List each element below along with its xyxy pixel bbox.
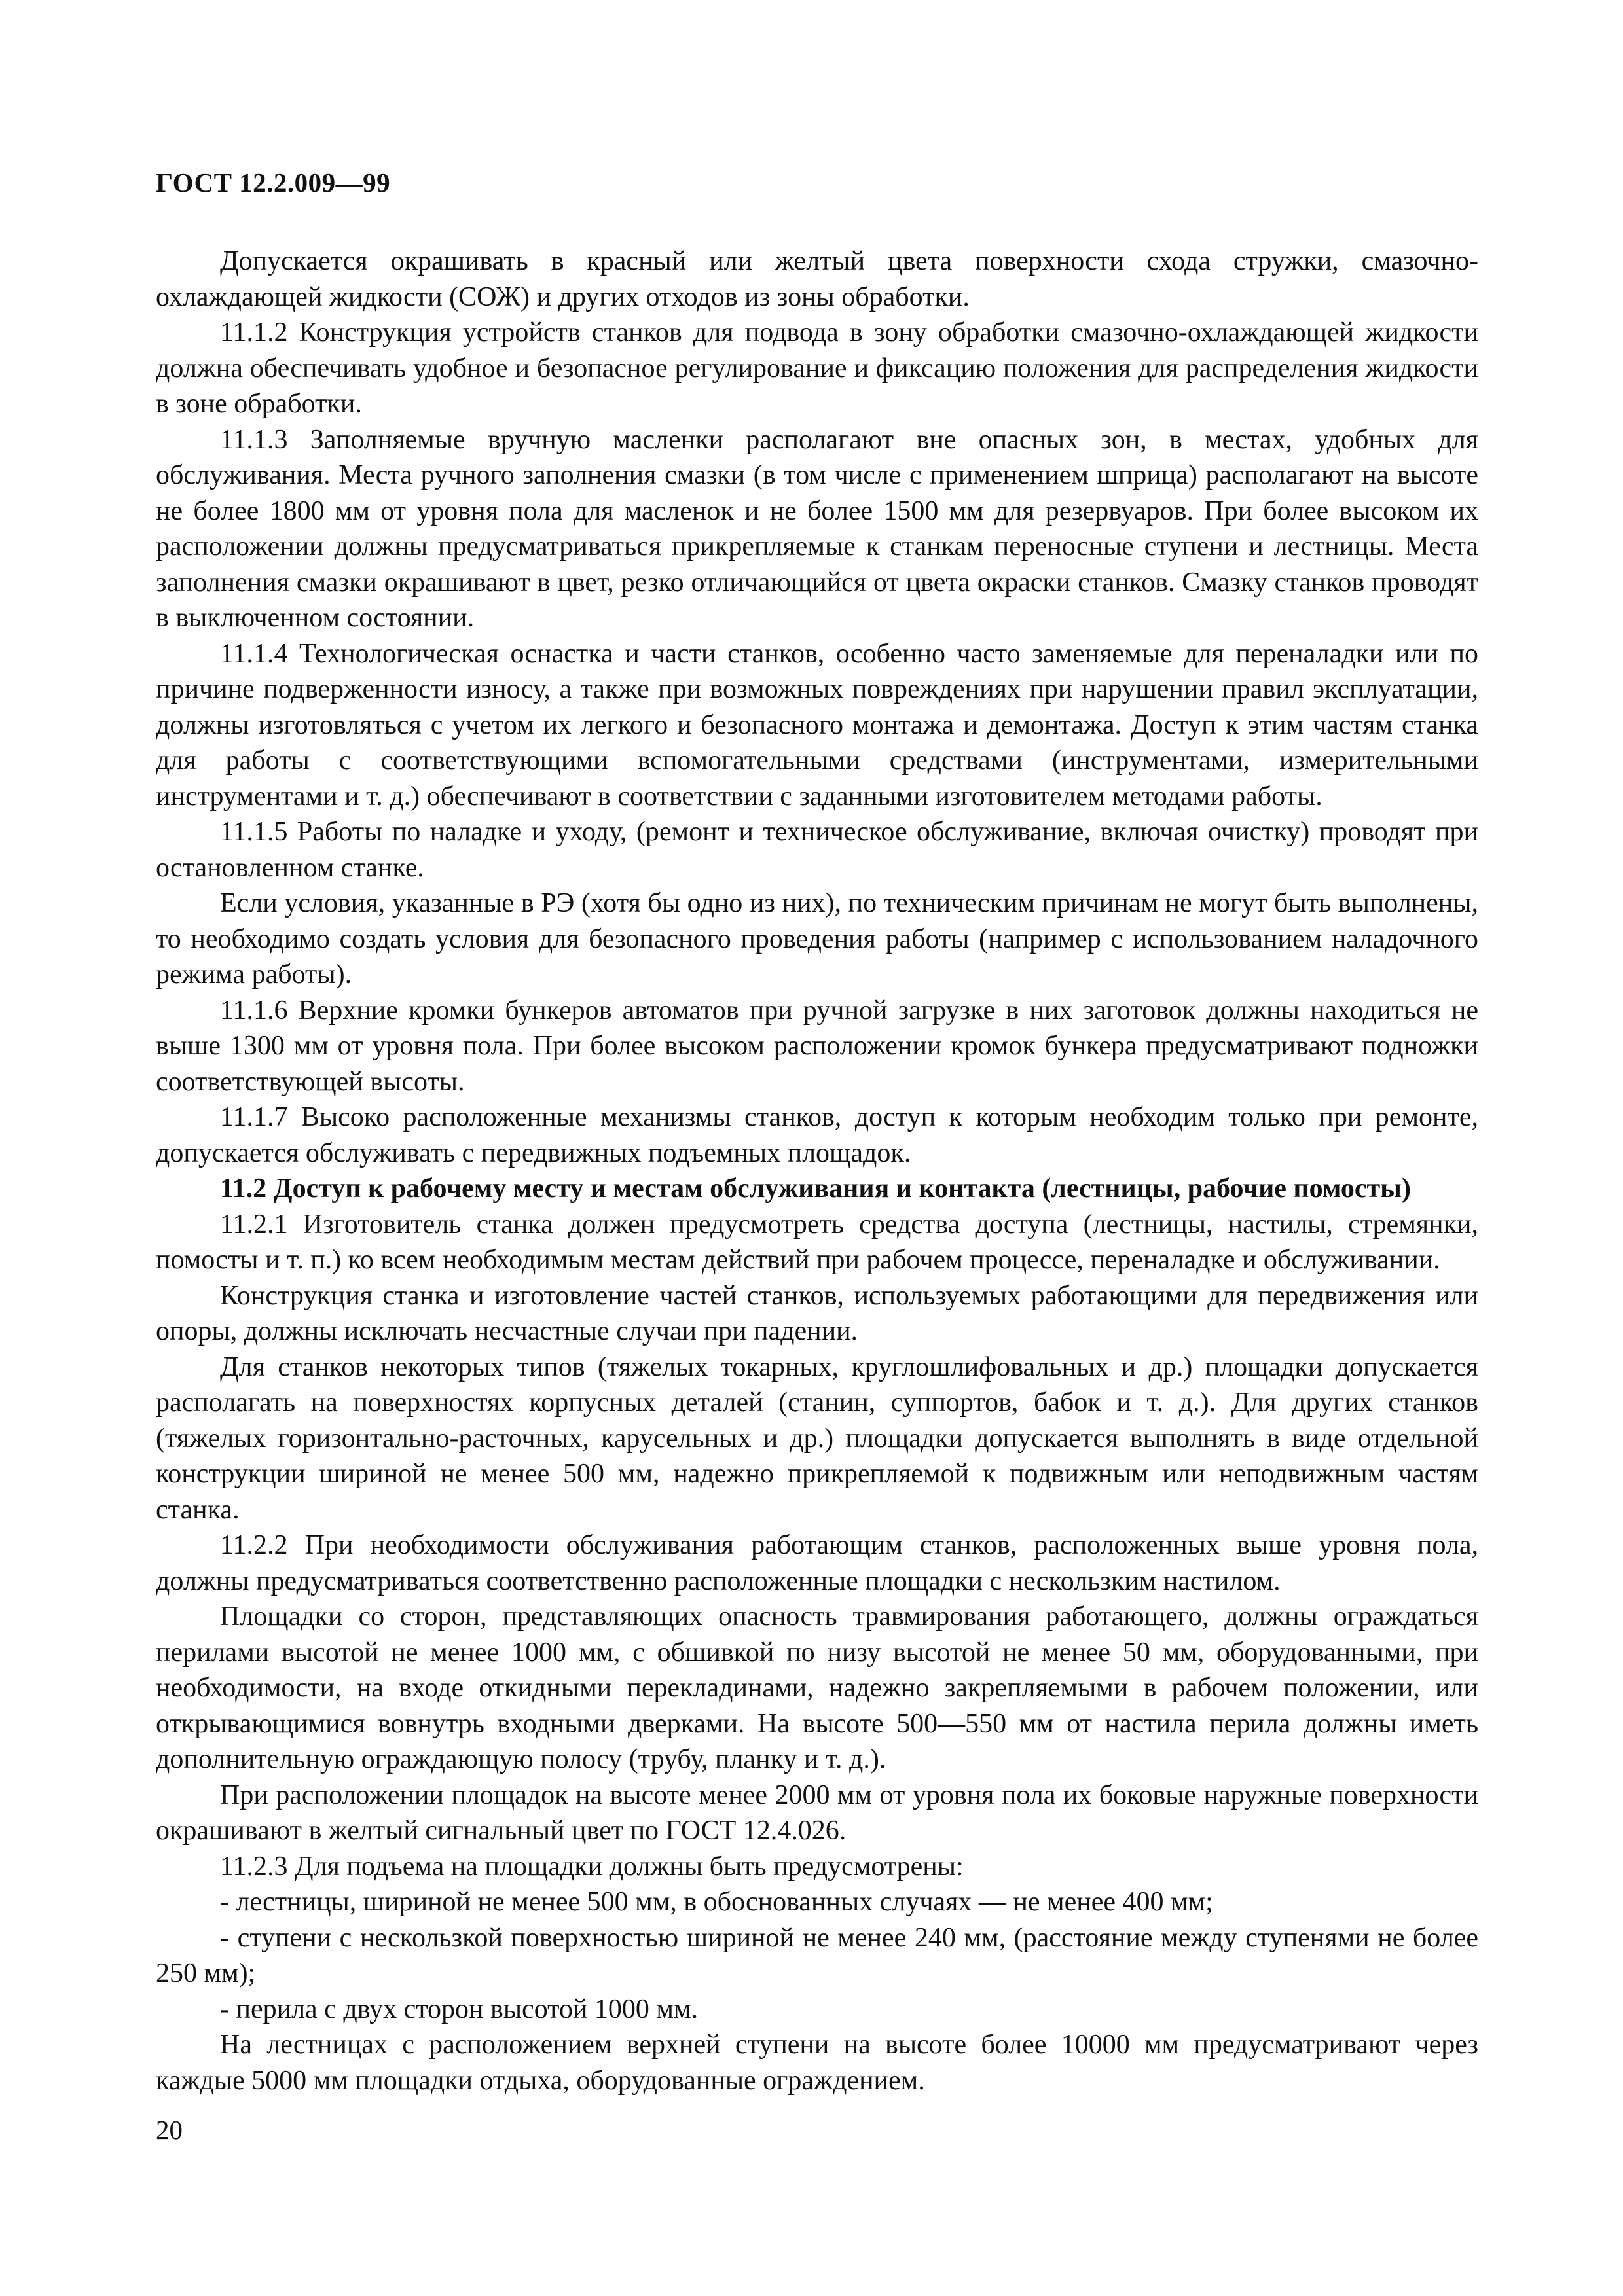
document-body: [156, 243, 1478, 2098]
paragraph: Если условия, указанные в РЭ (хотя бы одно из них), по техническим причинам не могут быть выполнены, то необходимо создать условия для безопасного проведения работы (например с использованием наладочного режима работы).: [156, 888, 1478, 990]
paragraph: На лестницах с расположением верхней ступени на высоте более 10000 мм предусматривают через каждые 5000 мм площадки отдыха, оборудованные ограждением.: [156, 2030, 1478, 2096]
paragraph: 11.1.5 Работы по наладке и уходу, (ремонт и техническое обслуживание, включая очистку) проводят при остановленном станке.: [156, 817, 1478, 883]
paragraph: 11.2.1 Изготовитель станка должен предусмотреть средства доступа (лестницы, настилы, стремянки, помосты и т. п.) ко всем необходимым местам действий при рабочем процессе, переналадке и обслуживании.: [156, 1209, 1478, 1275]
paragraph: 11.1.7 Высоко расположенные механизмы станков, доступ к которым необходим только при ремонте, допускается обслуживать с передвижных подъемных площадок.: [156, 1102, 1478, 1168]
paragraph: 11.1.2 Конструкция устройств станков для подвода в зону обработки смазочно-охлаждающей жидкости должна обеспечивать удобное и безопасное регулирование и фиксацию положения для распределения жидкости в зоне обработки.: [156, 317, 1478, 419]
paragraph: 11.2.3 Для подъема на площадки должны быть предусмотрены:: [220, 1851, 964, 1882]
paragraph: Допускается окрашивать в красный или желтый цвета поверхности схода стружки, смазочно-охлаждающей жидкости (СОЖ) и других отходов из зоны обработки.: [156, 246, 1478, 312]
paragraph: Площадки со сторон, представляющих опасность травмирования работающего, должны ограждаться перилами высотой не менее 1000 мм, с обшивкой по низу высотой не менее 50 мм, оборудованными, при необходимости, на входе откидными перекладинами, надежно закрепляемыми в рабочем положении, или открывающимися вовнутрь входными дверками. На высоте 500—550 мм от настила перила должны иметь дополнительную ограждающую полосу (трубу, планку и т. д.).: [156, 1602, 1478, 1774]
list-item: - ступени с нескользкой поверхностью шириной не менее 240 мм, (расстояние между ступенями не более 250 мм);: [156, 1922, 1478, 1988]
list-item: - лестницы, шириной не менее 500 мм, в обоснованных случаях — не менее 400 мм;: [220, 1887, 1213, 1917]
list-item: - перила с двух сторон высотой 1000 мм.: [220, 1994, 699, 2024]
paragraph: 11.1.3 Заполняемые вручную масленки располагают вне опасных зон, в местах, удобных для обслуживания. Места ручного заполнения смазки (в том числе с применением шприца) располагают на высоте не более 1800 мм от уровня пола для масленок и не более 1500 мм для резервуаров. При более высоком их расположении должны предусматриваться прикрепляемые к станкам переносные ступени и лестницы. Места заполнения смазки окрашивают в цвет, резко отличающийся от цвета окраски станков. Смазку станков проводят в выключенном состоянии.: [156, 424, 1478, 633]
paragraph: При расположении площадок на высоте менее 2000 мм от уровня пола их боковые наружные поверхности окрашивают в желтый сигнальный цвет по ГОСТ 12.4.026.: [156, 1780, 1478, 1846]
page-number: 20: [156, 2115, 183, 2145]
document-code-header: ГОСТ 12.2.009—99: [156, 168, 391, 198]
paragraph: Конструкция станка и изготовление частей станков, используемых работающими для передвижения или опоры, должны исключать несчастные случаи при падении.: [156, 1280, 1478, 1346]
paragraph: 11.1.6 Верхние кромки бункеров автоматов при ручной загрузке в них заготовок должны находиться не выше 1300 мм от уровня пола. При более высоком расположении кромок бункера предусматривают подножки соответствующей высоты.: [156, 995, 1478, 1097]
section-heading: 11.2 Доступ к рабочему месту и местам обслуживания и контакта (лестницы, рабочие помосты): [220, 1174, 1411, 1204]
paragraph: 11.2.2 При необходимости обслуживания работающим станков, расположенных выше уровня пола, должны предусматриваться соответственно расположенные площадки с нескользким настилом.: [156, 1530, 1478, 1596]
paragraph: Для станков некоторых типов (тяжелых токарных, круглошлифовальных и др.) площадки допускается располагать на поверхностях корпусных деталей (станин, суппортов, бабок и т. д.). Для других станков (тяжелых горизонтально-расточных, карусельных и др.) площадки допускается выполнять в виде отдельной конструкции шириной не менее 500 мм, надежно прикрепляемой к подвижным или неподвижным частям станка.: [156, 1352, 1478, 1525]
paragraph: 11.1.4 Технологическая оснастка и части станков, особенно часто заменяемые для переналадки или по причине подверженности износу, а также при возможных повреждениях при нарушении правил эксплуатации, должны изготовляться с учетом их легкого и безопасного монтажа и демонтажа. Доступ к этим частям станка для работы с соответствующими вспомогательными средствами (инструментами, измерительными инструментами и т. д.) обеспечивают в соответствии с заданными изготовителем методами работы.: [156, 638, 1478, 812]
